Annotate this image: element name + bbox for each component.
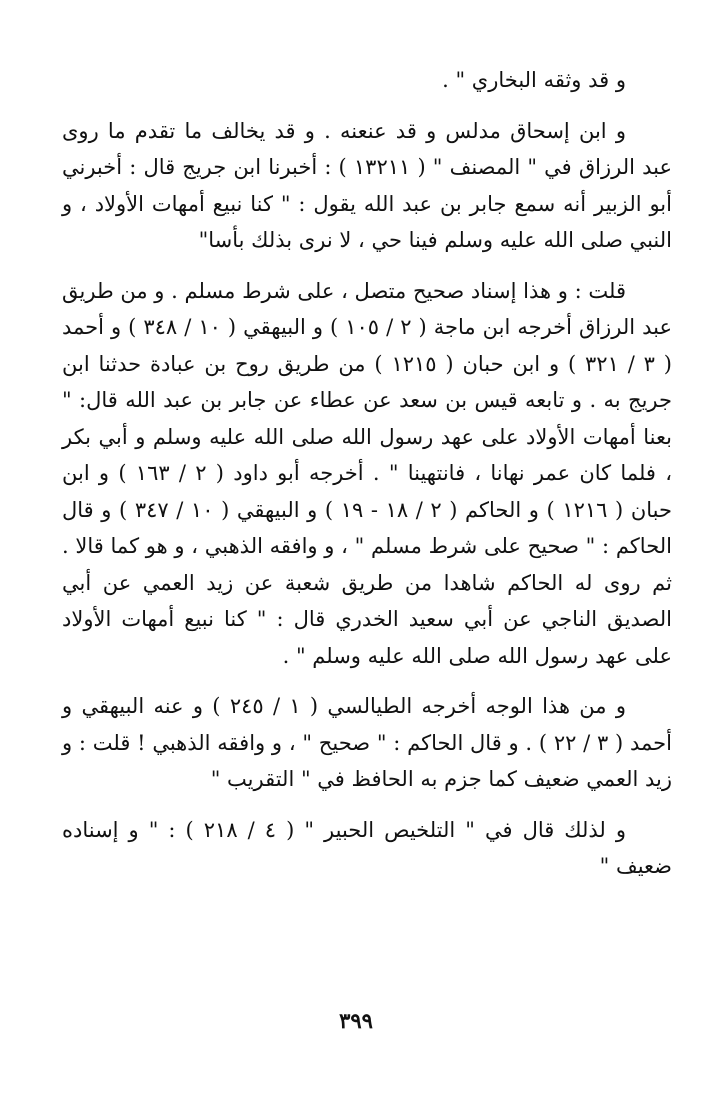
page-body: [62, 62, 672, 885]
page-number: ٣٩٩: [339, 1008, 373, 1033]
paragraph-1: و قد وثقه البخاري " .: [442, 68, 626, 92]
paragraph-2: و ابن إسحاق مدلس و قد عنعنه . و قد يخالف ما تقدم ما روى عبد الرزاق في " المصنف " ( ١٣٢١١ ) : أخبرنا ابن جريج قال : أخبرني أبو الزبير أنه سمع جابر بن عبد الله يقول : " كنا نبيع أمهات الأولاد ، و النبي صلى الله عليه وسلم فينا حي ، لا نرى بذلك بأسا": [62, 118, 672, 252]
paragraph-5: و لذلك قال في " التلخيص الحبير " ( ٤ / ٢١٨ ) : " و إسناده ضعيف ": [62, 817, 672, 878]
paragraph-4: و من هذا الوجه أخرجه الطيالسي ( ١ / ٢٤٥ ) و عنه البيهقي و أحمد ( ٣ / ٢٢ ) . و قال الحاكم : " صحيح " ، و وافقه الذهبي ! قلت : و زيد العمي ضعيف كما جزم به الحافظ في " التقريب ": [62, 694, 672, 791]
paragraph-3: قلت : و هذا إسناد صحيح متصل ، على شرط مسلم . و من طريق عبد الرزاق أخرجه ابن ماجة ( ٢ / ١٠٥ ) و البيهقي ( ١٠ / ٣٤٨ ) و أحمد ( ٣ / ٣٢١ ) و ابن حبان ( ١٢١٥ ) من طريق روح بن عبادة حدثنا ابن جريج به . و تابعه قيس بن سعد عن عطاء عن جابر بن عبد الله قال: " بعنا أمهات الأولاد على عهد رسول الله صلى الله عليه وسلم و أبي بكر ، فلما كان عمر نهانا ، فانتهينا " . أخرجه أبو داود ( ٢ / ١٦٣ ) و ابن حبان ( ١٢١٦ ) و الحاكم ( ٢ / ١٨ - ١٩ ) و البيهقي ( ١٠ / ٣٤٧ ) و قال الحاكم : " صحيح على شرط مسلم " ، و وافقه الذهبي ، و هو كما قالا . ثم روى له الحاكم شاهدا من طريق شعبة عن زيد العمي عن أبي الصديق الناجي عن أبي سعيد الخدري قال : " كنا نبيع أمهات الأولاد على عهد رسول الله صلى الله عليه وسلم " .: [62, 278, 673, 668]
